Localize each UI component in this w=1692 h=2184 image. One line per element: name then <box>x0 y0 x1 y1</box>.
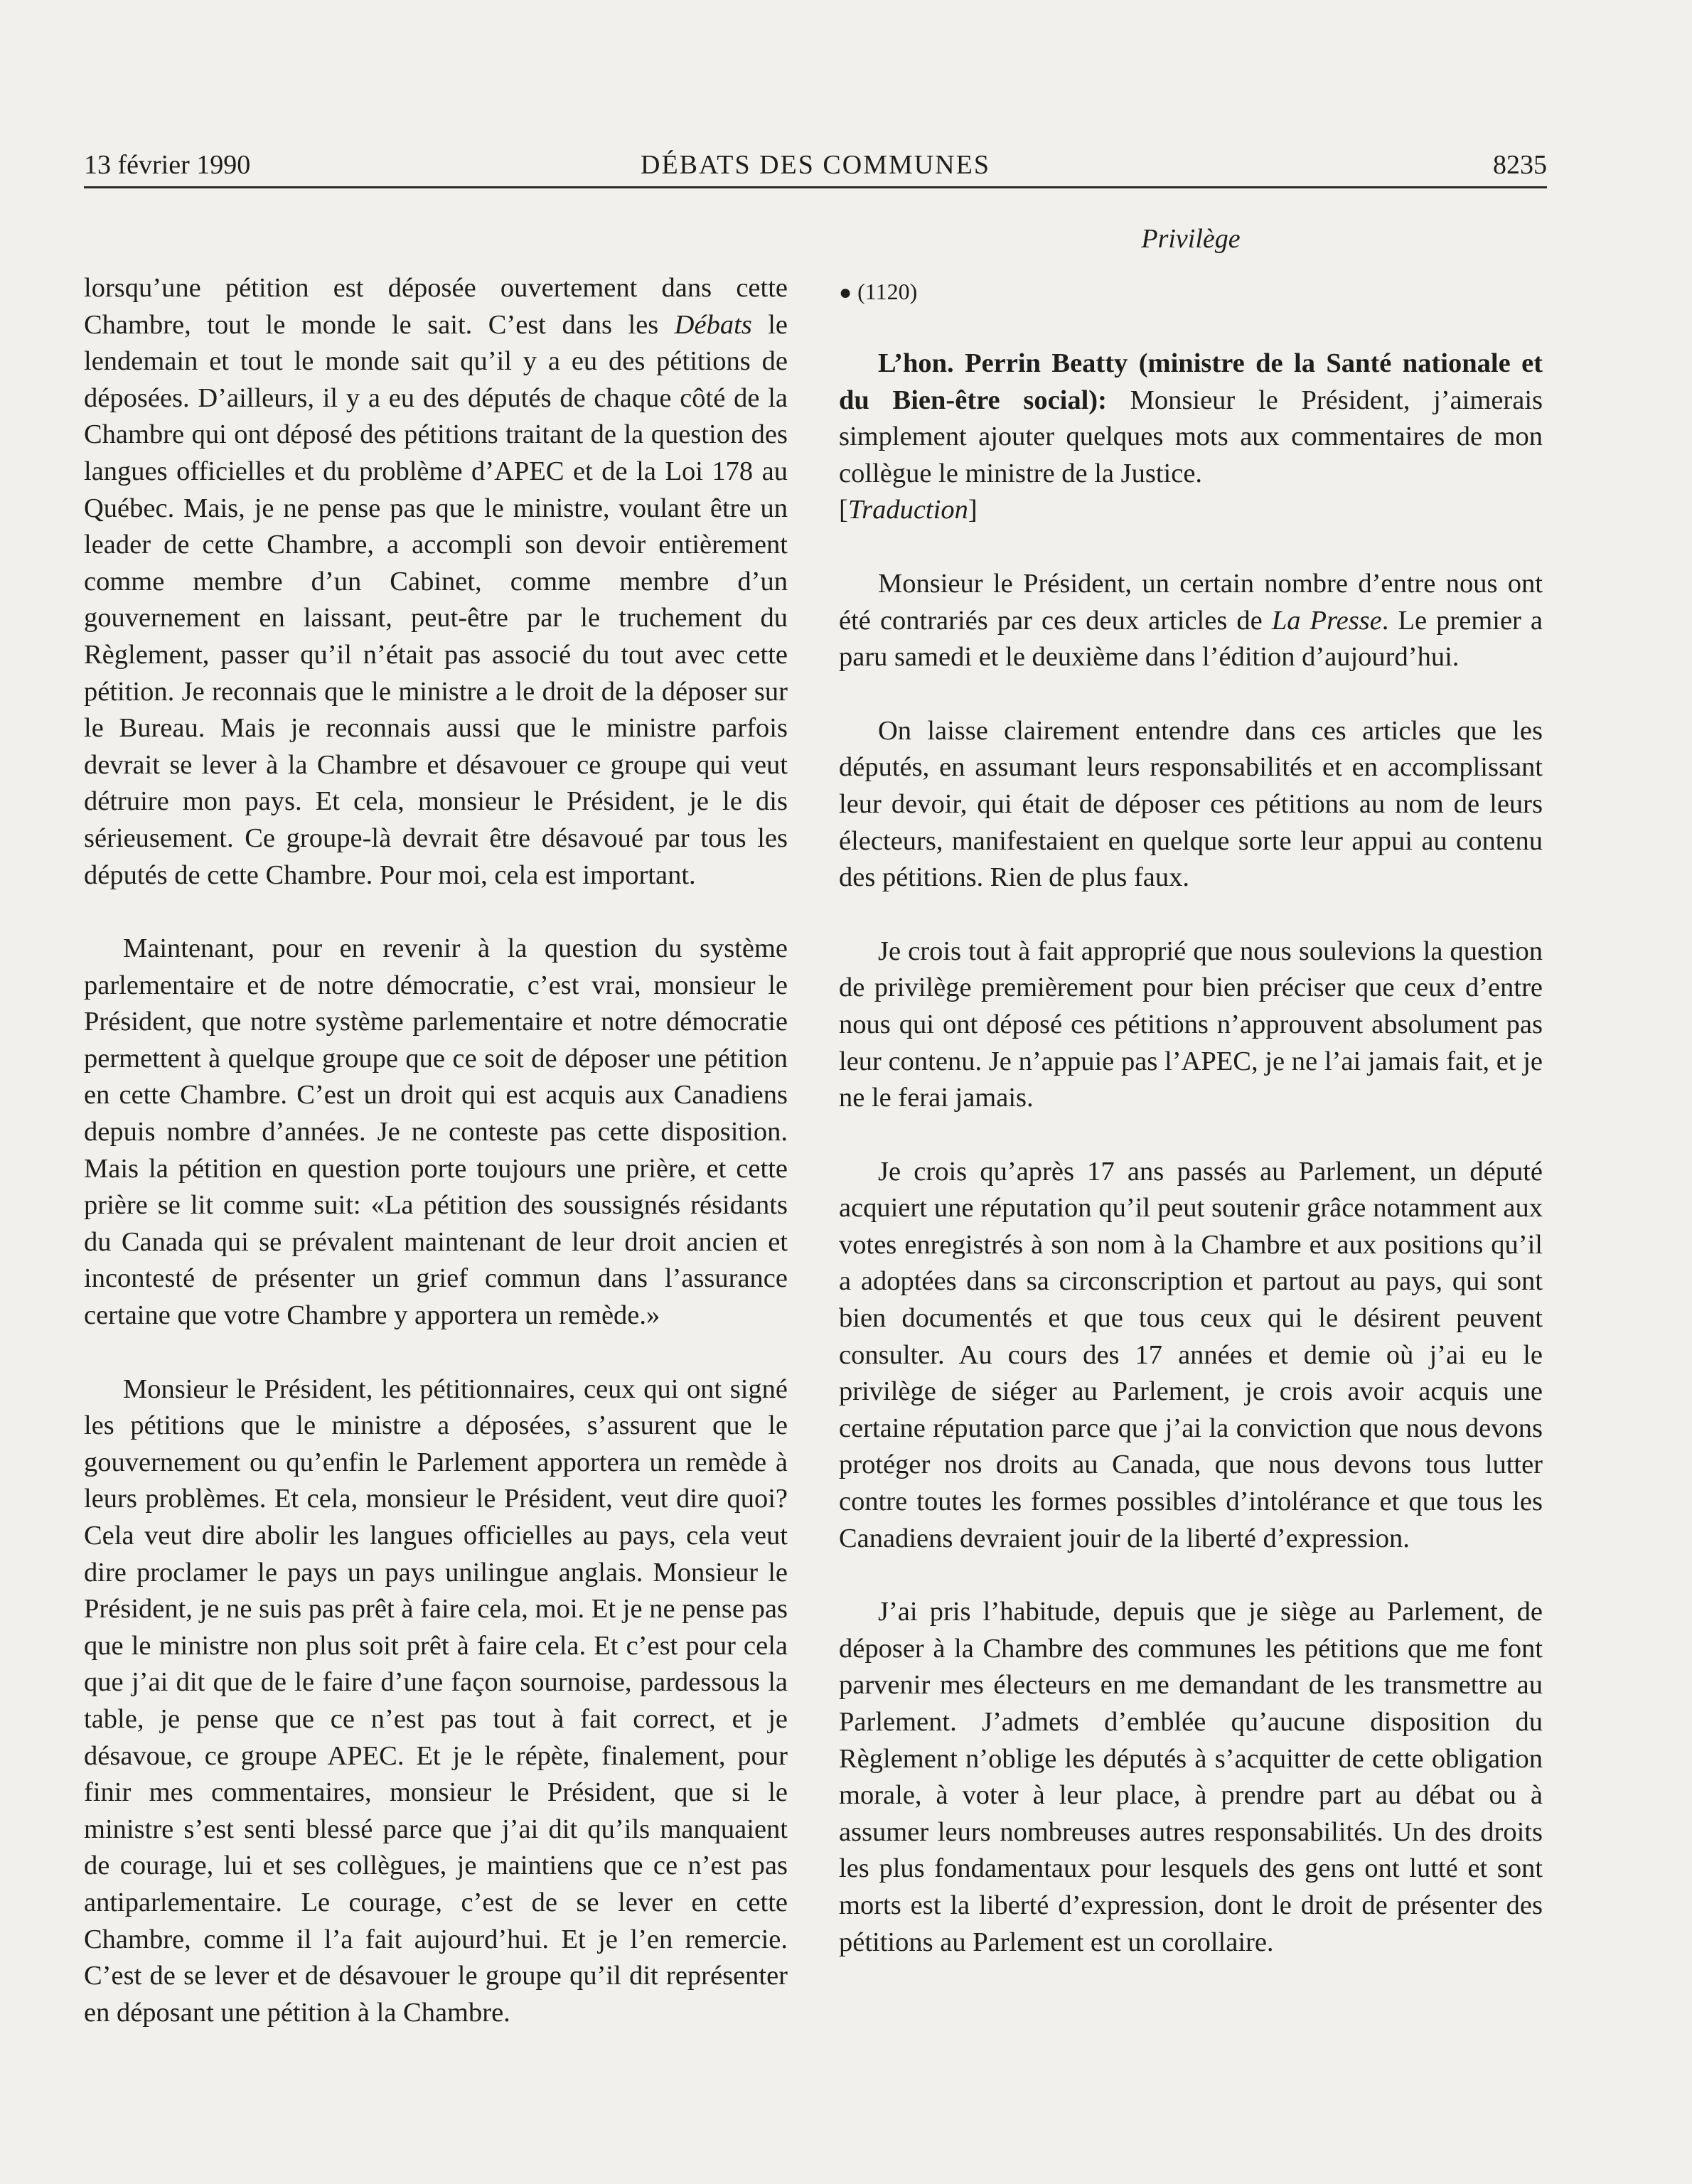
header-page-number: 8235 <box>1493 150 1547 180</box>
left-column <box>84 270 788 2031</box>
translation-tag: [Traduction] <box>839 495 978 525</box>
left-paragraph-1: lorsqu’une pétition est déposée ouvertement dans cette Chambre, tout le monde le sait. C’est dans les Débats le lendemain et tout le monde sait qu’il y a eu des pétitions de déposées. D’ailleurs, il y a eu des députés de chaque côté de la Chambre qui ont déposé des pétitions traitant de la question des langues officielles et du problème d’APEC et de la Loi 178 au Québec. Mais, je ne pense pas que le ministre, voulant être un leader de cette Chambre, a accompli son devoir entièrement comme membre d’un Cabinet, comme membre d’un gouvernement en laissant, peut-être par le truchement du Règlement, passer qu’il n’était pas associé du tout avec cette pétition. Je reconnais que le ministre a le droit de la déposer sur le Bureau. Mais je reconnais aussi que le ministre parfois devrait se lever à la Chambre et désavouer ce groupe qui veut détruire mon pays. Et cela, monsieur le Président, je le dis sérieusement. Ce groupe-là devrait être désavoué par tous les députés de cette Chambre. Pour moi, cela est important. <box>84 273 788 890</box>
header-publication: DÉBATS DES COMMUNES <box>641 150 990 180</box>
right-paragraph-1: Monsieur le Président, un certain nombre d’entre nous ont été contrariés par ces deux articles de La Presse. Le premier a paru samedi et le deuxième dans l’édition d’aujourd’hui. <box>839 568 1543 673</box>
right-column <box>839 270 1543 1961</box>
right-paragraph-3: Je crois tout à fait approprié que nous soulevions la question de privilège premièrement pour bien préciser que ceux d’entre nous qui ont déposé ces pétitions n’approuvent absolument pas leur contenu. Je n’appuie pas l’APEC, je ne l’ai jamais fait, et je ne le ferai jamais. <box>839 936 1543 1113</box>
right-paragraph-4: Je crois qu’après 17 ans passés au Parlement, un député acquiert une réputation qu’il peut soutenir grâce notamment aux votes enregistrés à son nom à la Chambre et aux positions qu’il a adoptées dans sa circonscription et partout au pays, qui sont bien documentés et que tous ceux qui le désirent peuvent consulter. Au cours des 17 années et demie où j’ai eu le privilège de siéger au Parlement, je crois avoir acquis une certaine réputation parce que j’ai la conviction que nous devons protéger nos droits au Canada, que nous devons tous lutter contre toutes les formes possibles d’intolérance et que tous les Canadiens devraient jouir de la liberté d’expression. <box>839 1156 1543 1553</box>
header-rule <box>84 186 1547 188</box>
right-paragraph-2: On laisse clairement entendre dans ces articles que les députés, en assumant leurs responsabilités et en accomplissant leur devoir, qui était de déposer ces pétitions au nom de leurs électeurs, manifestaient en quelque sorte leur appui au contenu des pétitions. Rien de plus faux. <box>839 715 1543 893</box>
bullet-icon: ● <box>839 281 852 304</box>
time-marker: ● (1120) <box>839 279 918 304</box>
speaker-paragraph: L’hon. Perrin Beatty (ministre de la Santé nationale et du Bien-être social): Monsieur le Président, j’aimerais simplement ajouter quelques mots aux commentaires de mon collègue le ministre de la Justice. <box>839 348 1543 488</box>
section-title: Privilège <box>1141 224 1241 254</box>
page-header <box>84 146 1547 183</box>
left-paragraph-2: Maintenant, pour en revenir à la question du système parlementaire et de notre démocratie, c’est vrai, monsieur le Président, que notre système parlementaire et notre démocratie permettent à quelque groupe que ce soit de déposer une pétition en cette Chambre. C’est un droit qui est acquis aux Canadiens depuis nombre d’années. Je ne conteste pas cette disposition. Mais la pétition en question porte toujours une prière, et cette prière se lit comme suit: «La pétition des soussignés résidants du Canada qui se prévalent maintenant de leur droit ancien et incontesté de présenter un grief commun dans l’assurance certaine que votre Chambre y apportera un remède.» <box>84 933 788 1331</box>
left-paragraph-3: Monsieur le Président, les pétitionnaires, ceux qui ont signé les pétitions que le ministre a déposées, s’assurent que le gouvernement ou qu’enfin le Parlement apportera un remède à leurs problèmes. Et cela, monsieur le Président, veut dire quoi? Cela veut dire abolir les langues officielles au pays, cela veut dire proclamer le pays un pays unilingue anglais. Monsieur le Président, je ne suis pas prêt à faire cela, moi. Et je ne pense pas que le ministre non plus soit prêt à faire cela. Et c’est pour cela que j’ai dit que de le faire d’une façon sournoise, pardessous la table, je pense que ce n’est pas tout à fait correct, et je désavoue, ce groupe APEC. Et je le répète, finalement, pour finir mes commentaires, monsieur le Président, que si le ministre s’est senti blessé parce que j’ai dit qu’ils manquaient de courage, lui et ses collègues, je maintiens que ce n’est pas antiparlementaire. Le courage, c’est de se lever en cette Chambre, comme il l’a fait aujourd’hui. Et je l’en remercie. C’est de se lever et de désavouer le groupe qu’il dit représenter en déposant une pétition à la Chambre. <box>84 1374 788 2028</box>
header-date: 13 février 1990 <box>84 150 251 180</box>
right-paragraph-5: J’ai pris l’habitude, depuis que je siège au Parlement, de déposer à la Chambre des communes les pétitions que me font parvenir mes électeurs en me demandant de les transmettre au Parlement. J’admets d’emblée qu’aucune disposition du Règlement n’oblige les députés à s’acquitter de cette obligation morale, à voter à leur place, à prendre part au débat ou à assumer leurs nombreuses autres responsabilités. Un des droits les plus fondamentaux pour lesquels des gens ont lutté et sont morts est la liberté d’expression, dont le droit de présenter des pétitions au Parlement est un corollaire. <box>839 1597 1543 1957</box>
speaker-name: L’hon. Perrin Beatty (ministre de la Santé nationale et du Bien-être social): <box>839 348 1543 415</box>
